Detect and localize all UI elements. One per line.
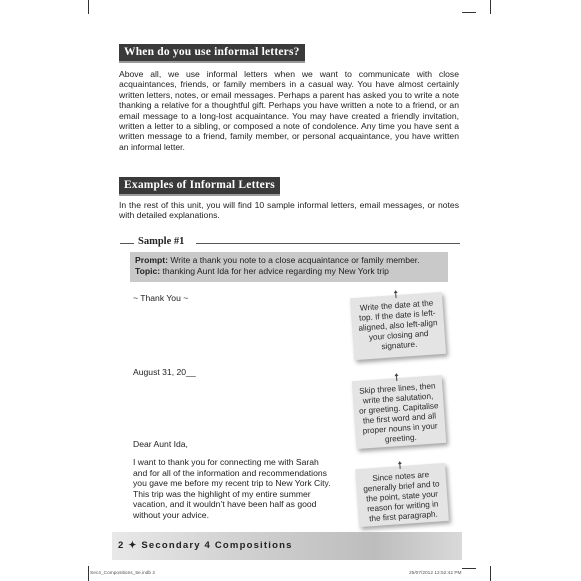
tip-note-text: Write the date at the top. If the date is left-aligned, also left-align your closing and signature. (358, 298, 438, 352)
letter-body-line: without your advice. (133, 509, 209, 520)
pin-icon (393, 373, 400, 381)
prompt-line (135, 255, 443, 266)
letter-body-line: This trip was the highlight of my entire summer (133, 488, 311, 499)
letter-body-line: I want to thank you for connecting me with Sarah (133, 457, 319, 467)
letter-salutation: Dear Aunt Ida, (133, 439, 188, 449)
sample-rule-left (120, 243, 134, 244)
prompt-box (130, 252, 448, 282)
letter-body-line: vacation, and it wouldn’t have been half as good (133, 499, 317, 510)
tip-note-text: Skip three lines, then write the salutation, or greeting. Capitalise the first word and all proper nouns in your greeting. (358, 381, 439, 445)
pin-icon (397, 461, 404, 469)
crop-mark (490, 566, 491, 581)
letter-date: August 31, 20__ (133, 367, 196, 377)
letter-body (133, 457, 347, 521)
letter-title-line: ~ Thank You ~ (133, 293, 189, 303)
tip-note-salutation (352, 375, 447, 449)
tip-note-date (350, 292, 446, 360)
crop-mark (490, 0, 491, 14)
tip-note-text: Since notes are generally brief and to the point, state your reason for writing in the first paragraph. (362, 470, 440, 524)
crop-mark (462, 12, 476, 13)
prompt-text: Write a thank you note to a close acquaintance or family member. (170, 255, 420, 265)
print-slug-file: Sec4_Compositions_5e.indb 2 (90, 571, 156, 576)
tip-note-reason (355, 463, 449, 527)
section-heading-informal-letters: When do you use informal letters? (119, 44, 305, 63)
crop-mark (462, 568, 476, 569)
sample-rule-right (196, 243, 460, 244)
section-body-informal-letters: Above all, we use informal letters when we want to communicate with close acquaintances, friends, or family members in a casual way. You have almost certainly written letters, notes, or email messages. Perhaps a parent has asked you to write a note thanking a relative for a thoughtful gift. Perhaps you have written a note to a friend, or an email message to a long-lost acquaintance. You may have created a friendly invitation, written a letter to a sibling, or composed a note of condolence. Any time you have sent a written message to a friend, family member, or personal acquaintance, you have written an informal letter. (119, 69, 459, 152)
letter-body-line: you gave me before my recent trip to New York City. (133, 478, 331, 489)
topic-text: thanking Aunt Ida for her advice regarding my New York trip (162, 266, 389, 276)
footer-page-label: 2 ✦ Secondary 4 Compositions (118, 540, 293, 551)
topic-line (135, 266, 443, 277)
pin-icon (392, 290, 399, 298)
letter-body-line: and for all of the information and recommendations (133, 467, 327, 478)
crop-mark (88, 0, 89, 14)
topic-label: Topic: (135, 266, 161, 276)
prompt-label: Prompt: (135, 255, 168, 265)
sample-title: Sample #1 (138, 236, 185, 247)
section-heading-examples: Examples of Informal Letters (119, 177, 280, 196)
print-slug-timestamp: 25/07/2012 12:52:42 PM (409, 571, 462, 576)
section-body-examples: In the rest of this unit, you will find 10 sample informal letters, email messages, or notes with detailed explanations. (119, 200, 459, 221)
crop-mark (88, 566, 89, 581)
